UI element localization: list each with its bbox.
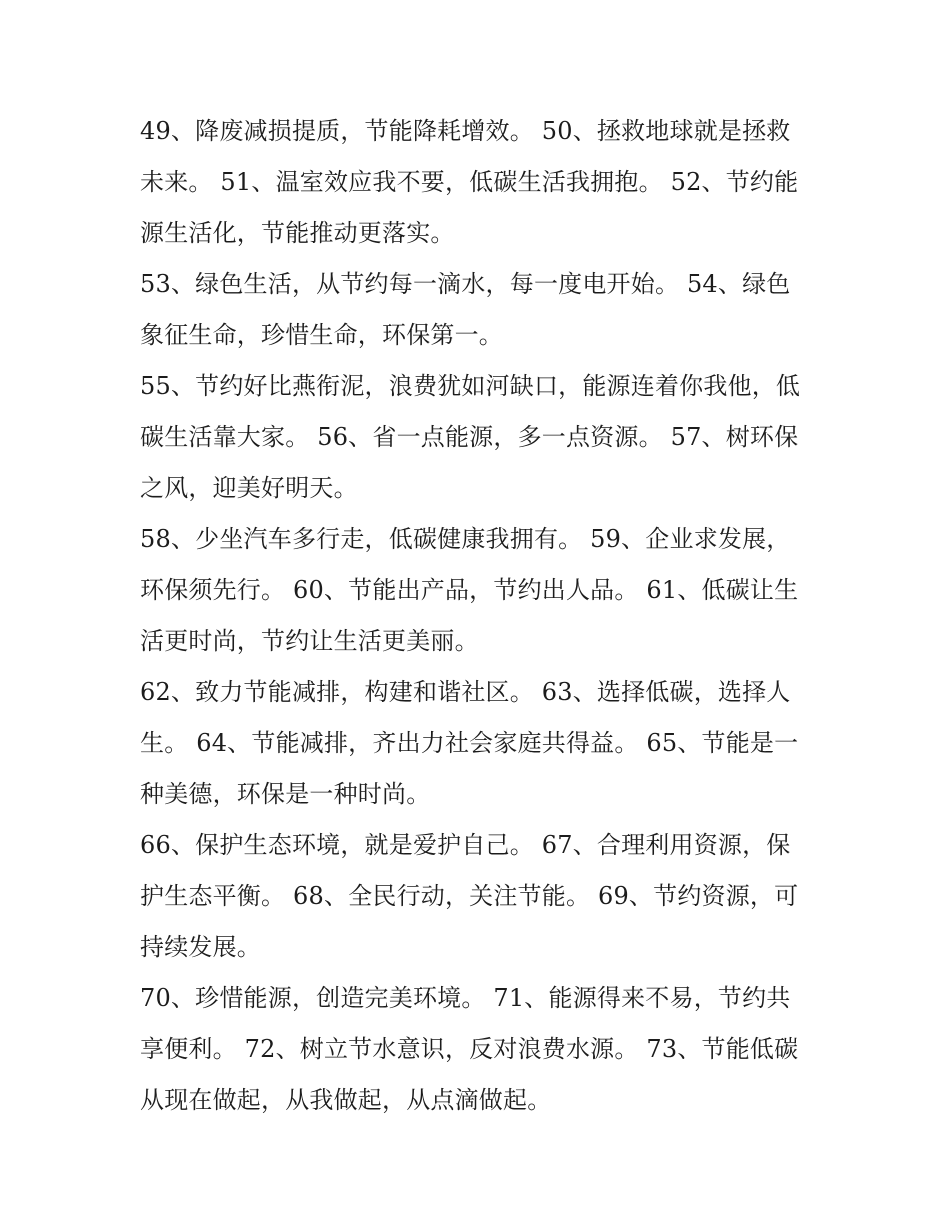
paragraph-slogans-55-57: 55、节约好比燕衔泥，浪费犹如河缺口，能源连着你我他，低碳生活靠大家。 56、省一点能源，多一点资源。 57、树环保之风，迎美好明天。 xyxy=(140,372,801,502)
document-body xyxy=(140,106,812,1126)
paragraph-slogans-66-69: 66、保护生态环境，就是爱护自己。 67、合理利用资源，保护生态平衡。 68、全民行动，关注节能。 69、节约资源，可持续发展。 xyxy=(140,831,799,961)
paragraph-slogans-49-52: 49、降废减损提质，节能降耗增效。 50、拯救地球就是拯救未来。 51、温室效应我不要，低碳生活我拥抱。 52、节约能源生活化，节能推动更落实。 xyxy=(140,117,799,247)
paragraph-slogans-58-61: 58、少坐汽车多行走，低碳健康我拥有。 59、企业求发展，环保须先行。 60、节能出产品，节约出人品。 61、低碳让生活更时尚，节约让生活更美丽。 xyxy=(140,525,799,655)
paragraph-slogans-62-65: 62、致力节能减排，构建和谐社区。 63、选择低碳，选择人生。 64、节能减排，齐出力社会家庭共得益。 65、节能是一种美德，环保是一种时尚。 xyxy=(140,678,799,808)
paragraph-slogans-70-73: 70、珍惜能源，创造完美环境。 71、能源得来不易，节约共享便利。 72、树立节水意识，反对浪费水源。 73、节能低碳从现在做起，从我做起，从点滴做起。 xyxy=(140,984,799,1114)
paragraph-slogans-53-54: 53、绿色生活，从节约每一滴水，每一度电开始。 54、绿色象征生命，珍惜生命，环保第一。 xyxy=(140,270,791,349)
